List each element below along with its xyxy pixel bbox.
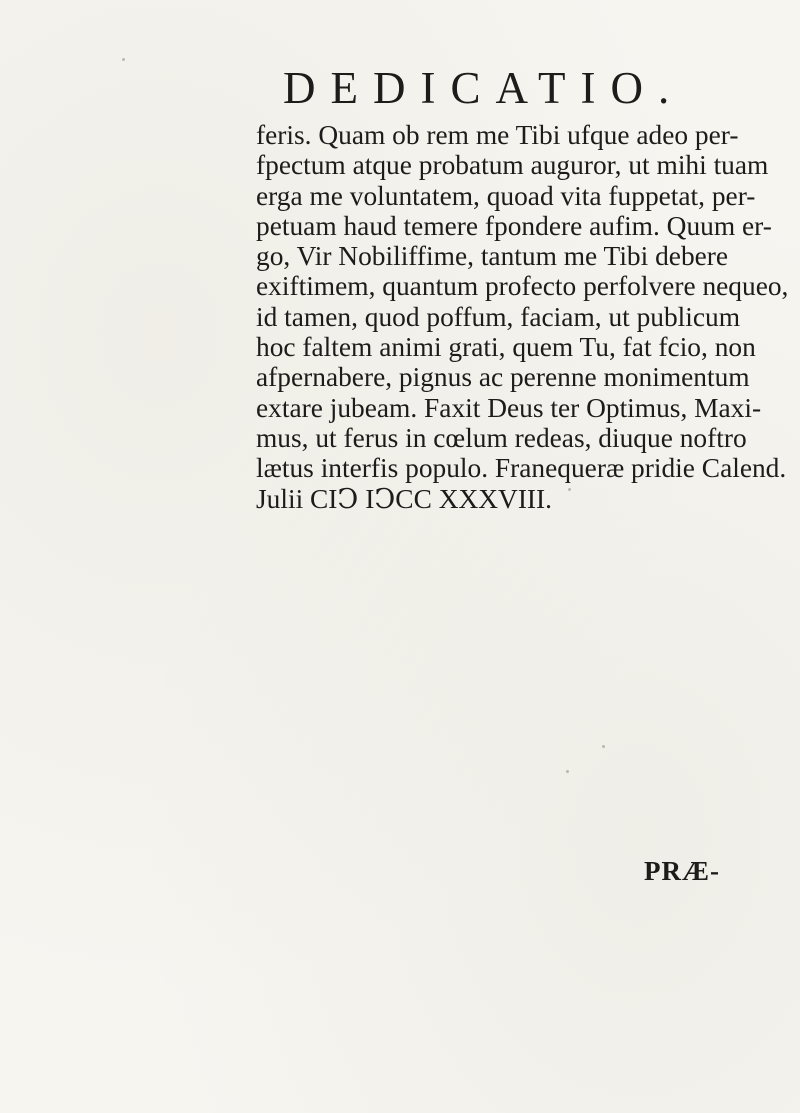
- text-line: exiftimem, quantum profecto perfolvere nequeo,: [256, 271, 789, 302]
- paper-speck: [122, 58, 125, 61]
- paper-speck: [566, 770, 569, 773]
- text-line: petuam haud temere fpondere aufim. Quum er-: [256, 210, 772, 241]
- text-line: feris. Quam ob rem me Tibi ufque adeo per-: [256, 120, 739, 150]
- catchword: PRÆ-: [644, 856, 720, 886]
- text-line: fpectum atque probatum auguror, ut mihi tuam: [256, 150, 769, 181]
- text-line: go, Vir Nobiliffime, tantum me Tibi debere: [256, 241, 729, 272]
- text-line: afpernabere, pignus ac perenne monimentum: [256, 362, 750, 393]
- text-line: erga me voluntatem, quoad vita fuppetat, per-: [256, 180, 756, 211]
- date-line: Julii CIↃ IↃCC XXXVIII.: [256, 483, 553, 514]
- text-line: extare jubeam. Faxit Deus ter Optimus, Maxi-: [256, 392, 762, 423]
- page-heading: DEDICATIO.: [283, 63, 685, 113]
- paper-speck: [602, 745, 605, 748]
- dedication-text: [256, 120, 789, 514]
- text-line: hoc faltem animi grati, quem Tu, fat fcio, non: [256, 332, 756, 363]
- text-line: mus, ut ferus in cœlum redeas, diuque noftro: [256, 422, 747, 453]
- text-line: id tamen, quod poffum, faciam, ut publicum: [256, 301, 741, 332]
- paper-speck: [568, 488, 571, 491]
- text-line: lætus interfis populo. Franequeræ pridie Calend.: [256, 453, 787, 484]
